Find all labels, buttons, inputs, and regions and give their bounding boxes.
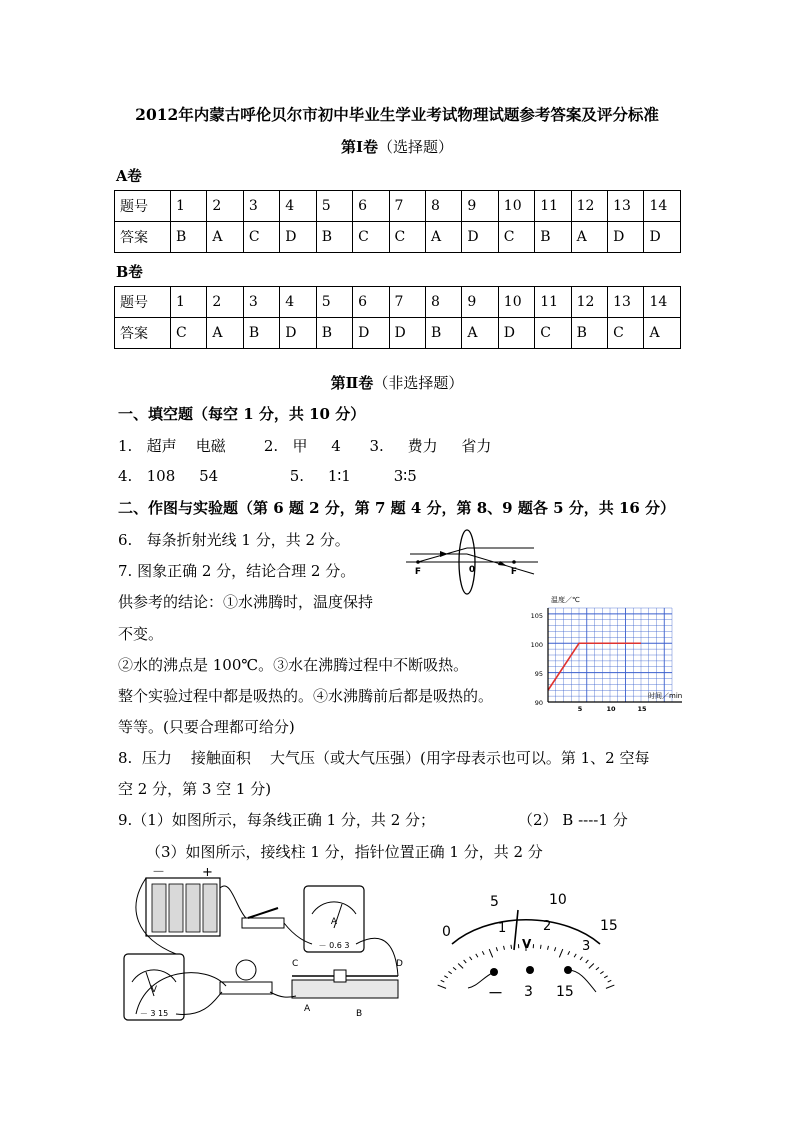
meter-tick	[604, 976, 607, 978]
temperature-chart	[522, 590, 686, 712]
q8-answer-1: 8. 压力 接触面积 大气压（或大气压强）(用字母表示也可以。第 1、2 空每	[118, 749, 650, 767]
switch-base	[242, 918, 284, 928]
answer-table-a	[114, 190, 681, 253]
section-b-label: B卷	[116, 264, 143, 281]
q9-answer-3: （3）如图所示，接线柱 1 分，指针位置正确 1 分，共 2 分	[146, 843, 543, 861]
battery-cell	[186, 884, 200, 932]
table-cell: 7	[389, 191, 425, 222]
rheostat-coil	[292, 980, 398, 998]
table-cell: 5	[316, 287, 352, 318]
voltmeter-terminals: － 3 15	[139, 1009, 169, 1018]
meter-tick	[574, 954, 576, 957]
table-cell: 2	[207, 287, 243, 318]
chart-ylabel: 温度／℃	[551, 596, 580, 604]
scale-label: 15	[600, 918, 618, 934]
table-cell: A	[207, 318, 243, 349]
battery-pack	[146, 868, 220, 936]
table-cell: D	[608, 222, 644, 253]
meter-tick	[444, 976, 447, 978]
meter-tick	[580, 957, 582, 960]
meter-tick	[441, 980, 445, 982]
meter-tick	[496, 947, 497, 951]
table-cell: 14	[644, 191, 681, 222]
label-o: 0	[468, 565, 476, 575]
y-tick-label: 100	[530, 641, 543, 649]
rheostat-d: D	[396, 959, 403, 969]
battery-minus: －	[152, 868, 166, 880]
table-cell: B	[425, 318, 461, 349]
battery-cell	[152, 884, 166, 932]
table-cell: 12	[571, 287, 607, 318]
table-cell: A	[207, 222, 243, 253]
x-tick-label: 10	[606, 705, 616, 712]
meter-tick	[568, 951, 570, 955]
table-cell: 11	[535, 191, 571, 222]
chart-xlabel: 时间／min	[648, 692, 683, 700]
meter-tick	[608, 980, 612, 982]
terminal-label: 3	[524, 984, 533, 1000]
part2-note: （非选择题）	[373, 374, 464, 392]
terminal-label: 15	[556, 984, 574, 1000]
table-cell: 10	[498, 191, 534, 222]
ammeter	[304, 886, 364, 952]
table-cell: D	[644, 222, 681, 253]
table-cell: 7	[389, 287, 425, 318]
answer-table-b	[114, 286, 681, 349]
part1-note: （选择题）	[378, 138, 454, 156]
rheostat-b: B	[356, 1009, 363, 1019]
table-cell: B	[571, 318, 607, 349]
table-cell: 3	[243, 287, 279, 318]
meter-tick	[482, 951, 484, 955]
meter-tick	[511, 945, 512, 949]
table-cell: D	[498, 318, 534, 349]
table-cell: D	[280, 318, 316, 349]
table-cell: 1	[171, 191, 207, 222]
table-cell: 9	[462, 287, 498, 318]
experiment-heading: 二、作图与实验题（第 6 题 2 分，第 7 题 4 分，第 8、9 题各 5 分，共 16 分）	[118, 499, 676, 517]
table-cell: 12	[571, 191, 607, 222]
bulb-base	[220, 982, 272, 994]
bulb-glass	[236, 960, 256, 980]
table-cell: B	[243, 318, 279, 349]
battery-plus: +	[202, 868, 213, 880]
battery-cell	[203, 884, 217, 932]
switch-lever	[248, 908, 278, 918]
meter-tick	[476, 954, 478, 957]
table-row-answers	[115, 222, 681, 253]
terminal	[526, 966, 534, 974]
row-header: 题号	[115, 191, 171, 222]
scale-label: 0	[442, 924, 451, 940]
fill-answers-1: 1. 超声 电磁 2. 甲 4 3. 费力 省力	[118, 437, 492, 455]
meter-tick	[448, 971, 451, 973]
scale-label: 1	[498, 921, 507, 936]
table-cell: 13	[608, 287, 644, 318]
table-cell: C	[353, 222, 389, 253]
meter-tick	[458, 964, 463, 969]
table-cell: D	[389, 318, 425, 349]
meter-tick	[554, 947, 555, 951]
q9-answer-2: （2） B ----1 分	[518, 811, 628, 829]
x-tick-label: 15	[637, 705, 647, 712]
table-cell: 13	[608, 191, 644, 222]
q7-conclusion-1: 供参考的结论：①水沸腾时，温度保持	[118, 593, 374, 611]
table-row-answers	[115, 318, 681, 349]
meter-needle	[514, 910, 518, 950]
label-f-right: F	[510, 567, 518, 577]
fill-answers-2: 4. 108 54 5. 1∶1 3∶5	[118, 467, 417, 485]
meter-tick	[589, 964, 594, 969]
row-header: 题号	[115, 287, 171, 318]
fill-heading: 一、填空题（每空 1 分，共 10 分）	[118, 405, 366, 423]
meter-tick	[548, 946, 549, 950]
voltmeter	[124, 954, 184, 1020]
meter-tick	[489, 949, 492, 957]
table-row-numbers	[115, 191, 681, 222]
ammeter-label: A	[330, 917, 338, 927]
rheostat-a: A	[304, 1004, 311, 1014]
meter-tick	[504, 946, 505, 950]
table-cell: 9	[462, 191, 498, 222]
table-cell: 6	[353, 287, 389, 318]
part2-name: 第Ⅱ卷	[330, 374, 374, 392]
table-row-numbers	[115, 287, 681, 318]
table-cell: 1	[171, 287, 207, 318]
meter-tick	[596, 967, 599, 970]
table-cell: A	[462, 318, 498, 349]
voltmeter-label: V	[150, 985, 158, 995]
q8-answer-2: 空 2 分，第 3 空 1 分)	[118, 780, 272, 798]
meter-tick	[606, 985, 614, 988]
q7-conclusion-4: 整个实验过程中都是吸热的。④水沸腾前后都是吸热的。	[118, 687, 494, 705]
meter-tick	[438, 985, 446, 988]
scale-label: 5	[490, 894, 499, 910]
table-cell: C	[535, 318, 571, 349]
table-cell: 6	[353, 191, 389, 222]
meter-tick	[453, 967, 456, 970]
table-cell: 8	[425, 287, 461, 318]
page-title: 2012年内蒙古呼伦贝尔市初中毕业生学业考试物理试题参考答案及评分标准	[135, 105, 659, 124]
table-cell: A	[425, 222, 461, 253]
wire	[220, 886, 246, 918]
table-cell: C	[389, 222, 425, 253]
scale-label: 3	[582, 939, 591, 954]
part1-heading	[0, 136, 794, 157]
chart-grid	[548, 608, 672, 702]
table-cell: C	[498, 222, 534, 253]
table-cell: 8	[425, 191, 461, 222]
circuit-diagram	[116, 868, 416, 1028]
terminal-label: －	[488, 984, 504, 1000]
meter-tick	[540, 945, 541, 949]
table-cell: 4	[280, 191, 316, 222]
q6-answer: 6. 每条折射光线 1 分，共 2 分。	[118, 531, 350, 549]
y-tick-label: 90	[534, 699, 543, 707]
table-cell: 3	[243, 191, 279, 222]
meter-tick	[464, 960, 467, 963]
table-cell: B	[316, 222, 352, 253]
ammeter-terminals: － 0.6 3	[318, 941, 350, 950]
scale-label: 2	[543, 919, 552, 934]
table-cell: B	[316, 318, 352, 349]
table-cell: 11	[535, 287, 571, 318]
table-cell: B	[535, 222, 571, 253]
arrow-icon	[440, 551, 448, 557]
meter-tick	[470, 957, 472, 960]
part1-name: 第Ⅰ卷	[340, 138, 378, 156]
y-tick-label: 95	[534, 670, 543, 678]
bulb	[220, 960, 272, 994]
table-cell: D	[462, 222, 498, 253]
q7-conclusion-2: 不变。	[118, 625, 164, 643]
rheostat-c: C	[292, 959, 299, 969]
row-header: 答案	[115, 222, 171, 253]
q9-answer-1: 9.（1）如图所示，每条线正确 1 分，共 2 分；	[118, 811, 436, 829]
row-header: 答案	[115, 318, 171, 349]
q7-conclusion-5: 等等。(只要合理都可给分)	[118, 718, 295, 736]
battery-cell	[169, 884, 183, 932]
table-cell: 2	[207, 191, 243, 222]
lens-diagram	[404, 526, 540, 596]
table-cell: A	[644, 318, 681, 349]
x-tick-label: 5	[577, 705, 583, 712]
table-cell: D	[353, 318, 389, 349]
table-cell: C	[171, 318, 207, 349]
table-cell: C	[608, 318, 644, 349]
meter-tick	[559, 949, 562, 957]
q7-answer: 7. 图象正确 2 分，结论合理 2 分。	[118, 562, 356, 580]
table-cell: 5	[316, 191, 352, 222]
focus-point	[512, 560, 516, 564]
switch	[242, 908, 284, 928]
part2-heading	[0, 372, 794, 393]
q7-conclusion-3: ②水的沸点是 100℃。③水在沸腾过程中不断吸热。	[118, 656, 469, 674]
rheostat-slider	[334, 970, 346, 982]
meter-tick	[586, 960, 589, 963]
scale-label: 10	[549, 892, 567, 908]
section-a-label: A卷	[116, 168, 142, 185]
meter-unit: V	[522, 937, 532, 951]
table-cell: 4	[280, 287, 316, 318]
voltmeter-face	[430, 882, 626, 1000]
rheostat	[292, 959, 403, 1019]
label-f-left: F	[414, 567, 422, 577]
table-cell: 10	[498, 287, 534, 318]
focus-point	[416, 560, 420, 564]
table-cell: C	[243, 222, 279, 253]
y-tick-label: 105	[530, 612, 543, 620]
table-cell: A	[571, 222, 607, 253]
meter-tick	[600, 971, 603, 973]
table-cell: 14	[644, 287, 681, 318]
table-cell: D	[280, 222, 316, 253]
table-cell: B	[171, 222, 207, 253]
